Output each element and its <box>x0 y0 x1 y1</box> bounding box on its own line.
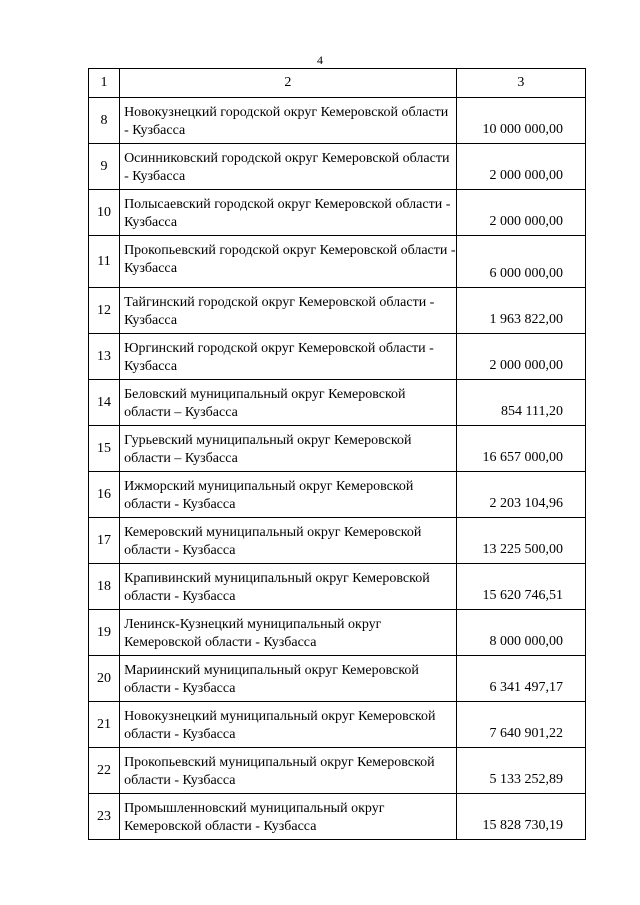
amount-value: 13 225 500,00 <box>456 518 585 564</box>
amount-value: 5 133 252,89 <box>456 748 585 794</box>
municipality-name: Промышленновский муниципальный округ Кемеровской области - Кузбасса <box>120 794 457 840</box>
amount-value: 2 000 000,00 <box>456 190 585 236</box>
amount-value: 8 000 000,00 <box>456 610 585 656</box>
amount-value: 6 000 000,00 <box>456 236 585 288</box>
table-row <box>89 288 586 334</box>
municipality-name: Мариинский муниципальный округ Кемеровской области - Кузбасса <box>120 656 457 702</box>
header-col-1: 1 <box>89 69 120 98</box>
municipality-name: Тайгинский городской округ Кемеровской области - Кузбасса <box>120 288 457 334</box>
row-number: 22 <box>89 748 120 794</box>
table-row <box>89 144 586 190</box>
municipality-name: Крапивинский муниципальный округ Кемеровской области - Кузбасса <box>120 564 457 610</box>
amount-value: 6 341 497,17 <box>456 656 585 702</box>
amount-value: 7 640 901,22 <box>456 702 585 748</box>
municipality-name: Юргинский городской округ Кемеровской области - Кузбасса <box>120 334 457 380</box>
municipality-name: Полысаевский городской округ Кемеровской области - Кузбасса <box>120 190 457 236</box>
municipality-name: Беловский муниципальный округ Кемеровской области – Кузбасса <box>120 380 457 426</box>
amount-value: 1 963 822,00 <box>456 288 585 334</box>
row-number: 20 <box>89 656 120 702</box>
municipality-name: Гурьевский муниципальный округ Кемеровской области – Кузбасса <box>120 426 457 472</box>
table-row <box>89 426 586 472</box>
amount-value: 16 657 000,00 <box>456 426 585 472</box>
municipality-name: Прокопьевский городской округ Кемеровской области - Кузбасса <box>120 236 457 288</box>
header-col-2: 2 <box>120 69 457 98</box>
table-row <box>89 794 586 840</box>
row-number: 23 <box>89 794 120 840</box>
table-row <box>89 334 586 380</box>
row-number: 8 <box>89 98 120 144</box>
row-number: 15 <box>89 426 120 472</box>
municipality-name: Новокузнецкий муниципальный округ Кемеровской области - Кузбасса <box>120 702 457 748</box>
row-number: 11 <box>89 236 120 288</box>
amount-value: 15 828 730,19 <box>456 794 585 840</box>
table-row <box>89 236 586 288</box>
row-number: 10 <box>89 190 120 236</box>
row-number: 17 <box>89 518 120 564</box>
table-row <box>89 610 586 656</box>
table-row <box>89 472 586 518</box>
table-row <box>89 702 586 748</box>
table-header-row <box>89 69 586 98</box>
municipality-name: Ижморский муниципальный округ Кемеровской области - Кузбасса <box>120 472 457 518</box>
table-row <box>89 656 586 702</box>
row-number: 12 <box>89 288 120 334</box>
amount-value: 854 111,20 <box>456 380 585 426</box>
row-number: 19 <box>89 610 120 656</box>
row-number: 13 <box>89 334 120 380</box>
table-row <box>89 380 586 426</box>
municipality-name: Ленинск-Кузнецкий муниципальный округ Кемеровской области - Кузбасса <box>120 610 457 656</box>
municipality-name: Прокопьевский муниципальный округ Кемеровской области - Кузбасса <box>120 748 457 794</box>
table-row <box>89 190 586 236</box>
table-row <box>89 98 586 144</box>
amount-value: 2 000 000,00 <box>456 334 585 380</box>
row-number: 9 <box>89 144 120 190</box>
amount-value: 2 000 000,00 <box>456 144 585 190</box>
amount-value: 10 000 000,00 <box>456 98 585 144</box>
amount-value: 2 203 104,96 <box>456 472 585 518</box>
header-col-3: 3 <box>456 69 585 98</box>
amount-value: 15 620 746,51 <box>456 564 585 610</box>
table-row <box>89 748 586 794</box>
municipality-name: Новокузнецкий городской округ Кемеровской области - Кузбасса <box>120 98 457 144</box>
table-row <box>89 518 586 564</box>
table-row <box>89 564 586 610</box>
row-number: 21 <box>89 702 120 748</box>
row-number: 14 <box>89 380 120 426</box>
municipality-name: Осинниковский городской округ Кемеровской области - Кузбасса <box>120 144 457 190</box>
page-number: 4 <box>317 53 323 67</box>
row-number: 18 <box>89 564 120 610</box>
allocation-table <box>88 68 586 840</box>
row-number: 16 <box>89 472 120 518</box>
municipality-name: Кемеровский муниципальный округ Кемеровской области - Кузбасса <box>120 518 457 564</box>
